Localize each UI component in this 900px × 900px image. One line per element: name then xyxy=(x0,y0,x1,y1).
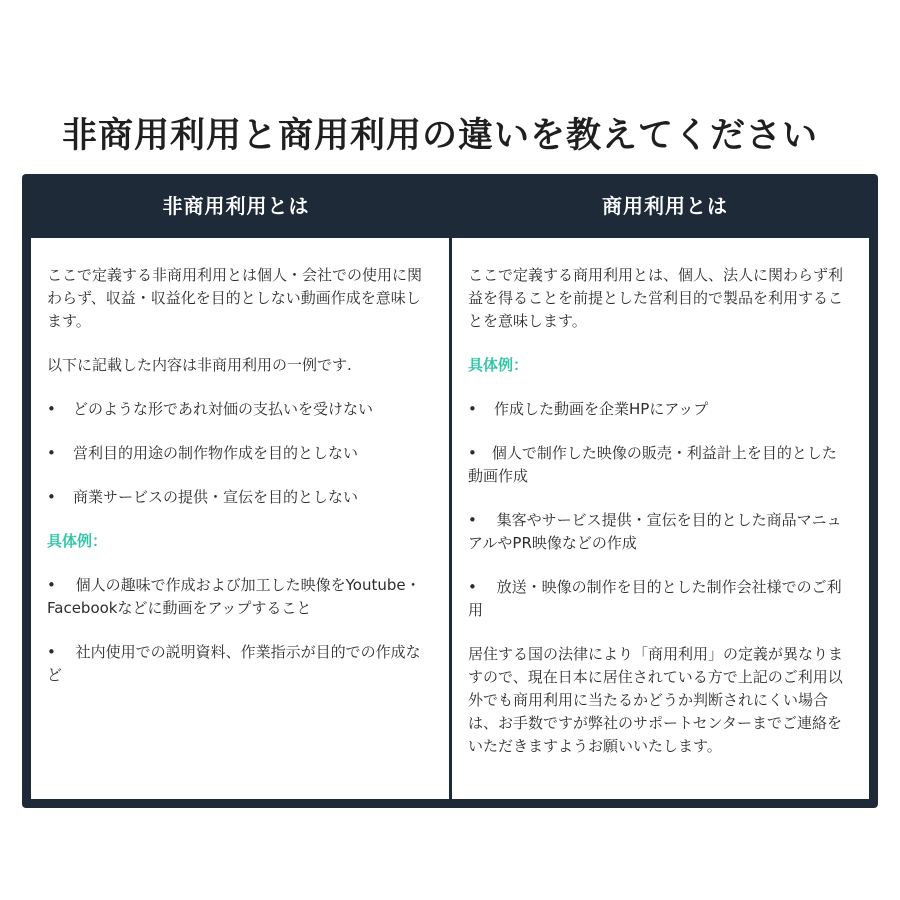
list-item-text: 作成した動画を企業HPにアップ xyxy=(494,400,709,418)
examples-label: 具体例： xyxy=(468,356,529,374)
list-item xyxy=(468,509,849,555)
page-title: 非商用利用と商用利用の違いを教えてください xyxy=(62,116,819,156)
bullet-icon: • xyxy=(47,576,76,594)
header-commercial: 商用利用とは xyxy=(602,194,728,218)
bullet-icon: • xyxy=(468,511,497,529)
list-item xyxy=(47,442,433,465)
bullet-icon: • xyxy=(468,578,497,596)
non-commercial-intro: ここで定義する非商用利用とは個人・会社での使用に関わらず、収益・収益化を目的としない動画作成を意味します。 xyxy=(47,266,423,330)
list-item-text: 放送・映像の制作を目的とした制作会社様でのご利用 xyxy=(468,578,842,619)
bullet-icon: • xyxy=(47,444,56,462)
bullet-icon: • xyxy=(468,400,477,418)
list-item xyxy=(468,442,849,488)
commercial-intro: ここで定義する商用利用とは、個人、法人に関わらず利益を得ることを前提とした営利目的で製品を利用することを意味します。 xyxy=(468,266,844,330)
bullet-icon: • xyxy=(47,488,56,506)
examples-label: 具体例： xyxy=(47,532,108,550)
list-item-text: 個人で制作した映像の販売・利益計上を目的とした動画作成 xyxy=(468,444,837,485)
list-item xyxy=(47,486,433,509)
bullet-icon: • xyxy=(47,400,56,418)
bullet-icon: • xyxy=(47,643,76,661)
list-item xyxy=(47,398,433,421)
header-non-commercial: 非商用利用とは xyxy=(162,194,310,218)
list-item xyxy=(468,576,849,622)
list-item xyxy=(47,574,433,620)
list-item-text: 個人の趣味で作成および加工した映像をYoutube・Facebookなどに動画をアップすること xyxy=(47,576,421,617)
list-item-text: どのような形であれ対価の支払いを受けない xyxy=(73,400,374,418)
non-commercial-list-intro: 以下に記載した内容は非商用利用の一例です. xyxy=(47,356,352,374)
list-item-text: 社内使用での説明資料、作業指示が目的での作成など xyxy=(47,643,421,684)
column-commercial xyxy=(452,238,869,799)
commercial-note: 居住する国の法律により「商用利用」の定義が異なりますので、現在日本に居住されている方で上記のご利用以外でも商用利用に当たるかどうか判断されにくい場合は、お手数ですが弊社のサポートセンターまでご連絡をいただきますようお願いいたします。 xyxy=(468,645,844,755)
list-item xyxy=(468,398,849,421)
comparison-table xyxy=(22,174,878,808)
column-non-commercial xyxy=(31,238,449,799)
bullet-icon: • xyxy=(468,444,492,462)
list-item xyxy=(47,641,433,687)
list-item-text: 集客やサービス提供・宣伝を目的とした商品マニュアルやPR映像などの作成 xyxy=(468,511,842,552)
list-item-text: 営利目的用途の制作物作成を目的としない xyxy=(73,444,359,462)
list-item-text: 商業サービスの提供・宣伝を目的としない xyxy=(73,488,359,506)
